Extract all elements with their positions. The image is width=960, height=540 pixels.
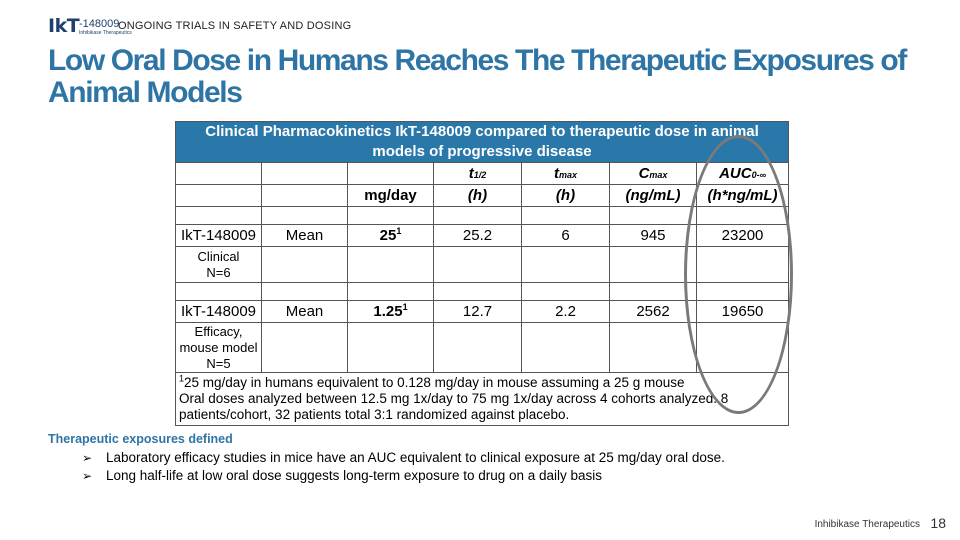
logo-number: -148009 [79, 18, 120, 30]
slide-title: Low Oral Dose in Humans Reaches The Therapeutic Exposures of Animal Models [48, 44, 906, 109]
logo-subtitle: Inhibikase Therapeutics [79, 30, 132, 36]
cell-t-half: 25.2 [434, 225, 522, 247]
cell-stat: Mean [262, 301, 348, 323]
cell-cmax: 945 [610, 225, 697, 247]
cell-auc: 19650 [697, 301, 789, 323]
table-cell [176, 185, 262, 207]
unit-tmax: (h) [522, 185, 610, 207]
table-footnote: $^1$25 mg/day in humans equivalent to 0.128 mg/day in mouse assuming a 25 g mouse Oral doses analyzed between 12.5 mg 1x/day to 75 mg 1x/day across 4 cohorts analyzed. 8 patients/cohort, 32 patients total 3:1 randomized against placebo. [176, 373, 789, 426]
unit-t-half: (h) [434, 185, 522, 207]
unit-cmax: (ng/mL) [610, 185, 697, 207]
table-row-clinical-group [176, 247, 789, 283]
arrow-bullet-icon: ➢ [82, 451, 93, 465]
header-tmax: tmax [522, 163, 610, 185]
header-row-units [176, 185, 789, 207]
table-caption: Clinical Pharmacokinetics IkT-148009 compared to therapeutic dose in animal models of progressive disease [176, 122, 789, 163]
cell-cmax: 2562 [610, 301, 697, 323]
bullet-item: ➢ Laboratory efficacy studies in mice have an AUC equivalent to clinical exposure at 25 mg/day oral dose. [82, 450, 725, 465]
table-cell [348, 163, 434, 185]
pk-table [175, 121, 789, 426]
header-auc: AUC0-∞ [697, 163, 789, 185]
table-cell [262, 185, 348, 207]
footer-company: Inhibikase Therapeutics [814, 519, 920, 530]
logo-mark: IkT [48, 15, 80, 37]
table-cell [262, 163, 348, 185]
cell-dose: 1.25$^1$ [348, 301, 434, 323]
cell-group-clinical: Clinical N=6 [176, 247, 262, 283]
header-cmax: Cmax [610, 163, 697, 185]
table-footnote-row [176, 373, 789, 426]
cell-dose: $25^1$ [348, 225, 434, 247]
header-t-half: t1/2 [434, 163, 522, 185]
cell-auc: 23200 [697, 225, 789, 247]
spacer-row [176, 207, 789, 225]
unit-auc: (h*ng/mL) [697, 185, 789, 207]
table-caption-row [176, 122, 789, 163]
table-row-mouse [176, 301, 789, 323]
arrow-bullet-icon: ➢ [82, 469, 93, 483]
cell-compound: IkT-148009 [176, 301, 262, 323]
cell-tmax: 2.2 [522, 301, 610, 323]
unit-dose: mg/day [348, 185, 434, 207]
bullet-item: ➢ Long half-life at low oral dose suggests long-term exposure to drug on a daily basis [82, 468, 603, 483]
spacer-row [176, 283, 789, 301]
cell-compound: IkT-148009 [176, 225, 262, 247]
bullet-list [82, 449, 725, 485]
table-row-clinical [176, 225, 789, 247]
cell-tmax: 6 [522, 225, 610, 247]
table-cell [176, 163, 262, 185]
cell-group-mouse: Efficacy, mouse model N=5 [176, 323, 262, 373]
page-number: 18 [930, 515, 946, 531]
section-heading: Therapeutic exposures defined [48, 432, 233, 446]
header-row-params [176, 163, 789, 185]
section-label: ONGOING TRIALS IN SAFETY AND DOSING [118, 20, 352, 32]
cell-stat: Mean [262, 225, 348, 247]
cell-t-half: 12.7 [434, 301, 522, 323]
table-row-mouse-group [176, 323, 789, 373]
